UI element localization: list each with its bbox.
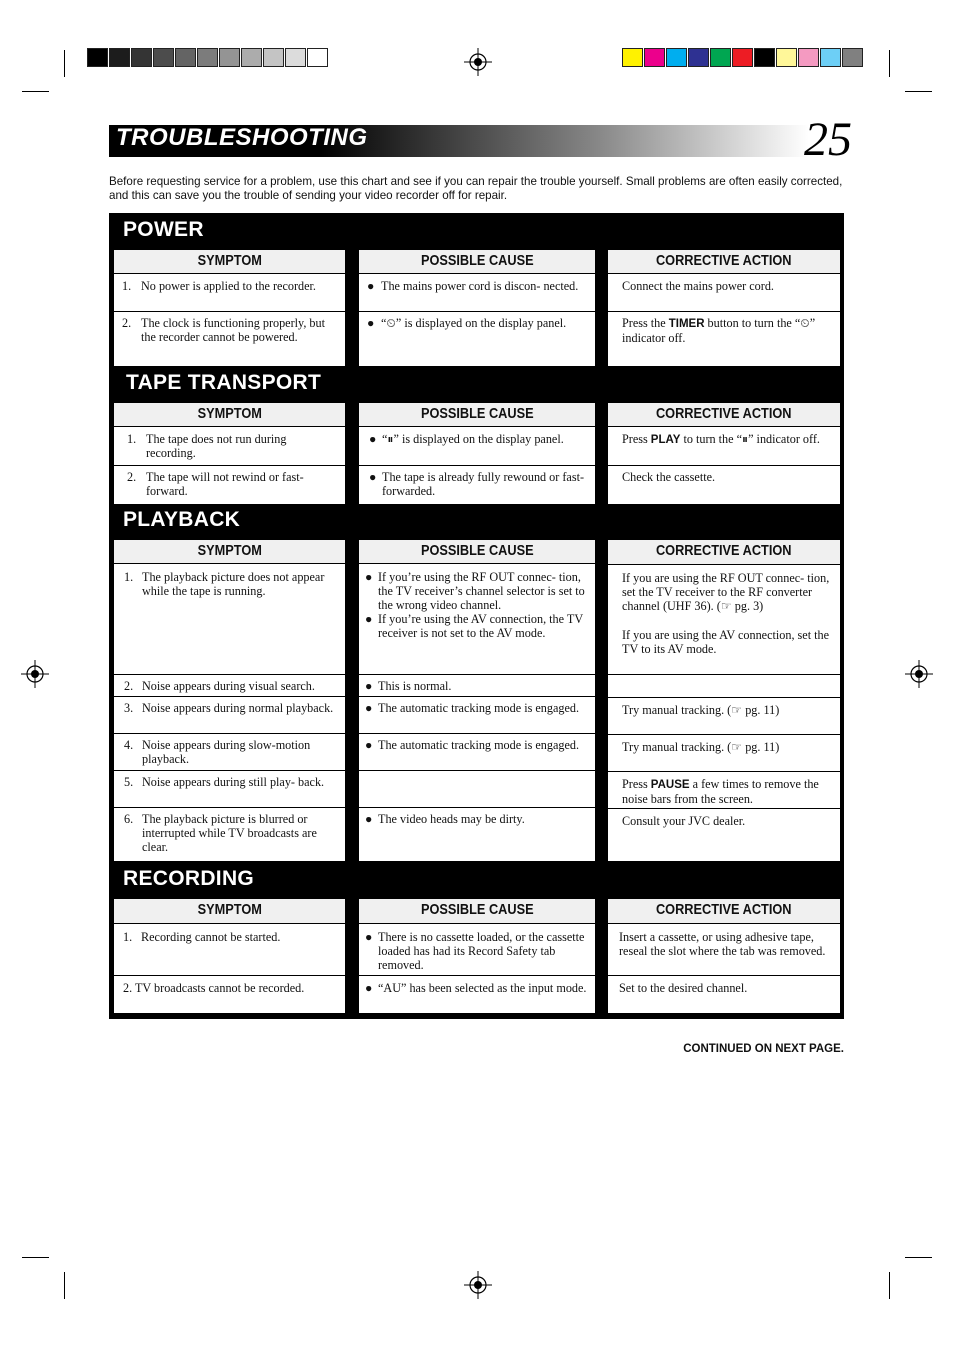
color-swatch [842, 48, 863, 67]
color-swatch [263, 48, 284, 67]
table-row: 2. Noise appears during visual search. [124, 679, 315, 693]
troubleshooting-table [109, 213, 844, 1019]
header-symptom: SYMPTOM [114, 540, 345, 564]
row-divider [359, 465, 595, 466]
color-swatch [153, 48, 174, 67]
row-divider [114, 807, 345, 808]
recording-action-column [608, 899, 840, 1013]
recording-cause-column [359, 899, 595, 1013]
color-swatch [241, 48, 262, 67]
color-swatch [175, 48, 196, 67]
grayscale-swatch-bar [87, 48, 329, 68]
section-title-power: POWER [123, 218, 204, 241]
page-title: TROUBLESHOOTING [116, 124, 368, 151]
table-row: 1. The playback picture does not appear while the tape is running. [124, 570, 325, 598]
table-row: ● The video heads may be dirty. [365, 812, 525, 826]
crop-mark [905, 1257, 932, 1258]
table-row: Press PLAY to turn the “⏸” indicator off. [622, 432, 820, 446]
table-row: 6. The playback picture is blurred or interrupted while TV broadcasts are clear. [124, 812, 317, 854]
header-symptom: SYMPTOM [114, 403, 345, 427]
table-row: ● The mains power cord is discon- nected. [367, 279, 579, 293]
table-row: Connect the mains power cord. [622, 279, 774, 293]
table-row: Check the cassette. [622, 470, 716, 484]
playback-action-column [608, 540, 840, 861]
table-row: 1. The tape does not run during recording. [127, 432, 287, 460]
color-swatch [798, 48, 819, 67]
table-row: Consult your JVC dealer. [622, 814, 746, 828]
section-title-tape-transport: TAPE TRANSPORT [126, 371, 322, 394]
section-title-recording: RECORDING [123, 867, 255, 890]
tape-cause-column [359, 403, 595, 504]
table-row: ● “⏲” is displayed on the display panel. [367, 316, 567, 330]
row-divider [359, 807, 595, 808]
color-swatch [732, 48, 753, 67]
color-swatch-bar [622, 48, 864, 68]
crop-mark [889, 50, 890, 77]
table-row: Press the TIMER button to turn the “⏲” indicator off. [622, 316, 816, 345]
color-swatch [87, 48, 108, 67]
row-divider [608, 311, 840, 312]
crop-mark [22, 91, 49, 92]
row-divider [608, 697, 840, 698]
registration-mark-icon [464, 1271, 492, 1299]
header-corrective-action: CORRECTIVE ACTION [608, 403, 840, 427]
color-swatch [820, 48, 841, 67]
row-divider [608, 808, 840, 809]
row-divider [359, 311, 595, 312]
table-row: ● This is normal. [365, 679, 452, 693]
table-row: ● The automatic tracking mode is engaged. [365, 738, 580, 752]
color-swatch [776, 48, 797, 67]
power-symptom-column [114, 250, 345, 366]
table-row: 3. Noise appears during normal playback. [124, 701, 334, 715]
table-row: ● There is no cassette loaded, or the cassette loaded has had its Record Safety tab removed. [365, 930, 585, 972]
section-title-playback: PLAYBACK [123, 508, 241, 531]
header-possible-cause: POSSIBLE CAUSE [359, 540, 595, 564]
table-row: ● “AU” has been selected as the input mode. [365, 981, 587, 995]
crop-mark [889, 1272, 890, 1299]
table-row: 1. Recording cannot be started. [123, 930, 281, 944]
registration-mark-icon [905, 660, 933, 688]
row-divider [359, 770, 595, 771]
table-row: Set to the desired channel. [619, 981, 748, 995]
color-swatch [710, 48, 731, 67]
table-row: ● The tape is already fully rewound or fast-forwarded. [369, 470, 585, 498]
row-divider [114, 696, 345, 697]
recording-symptom-column [114, 899, 345, 1013]
table-row: ● The automatic tracking mode is engaged. [365, 701, 580, 715]
row-divider [608, 734, 840, 735]
color-swatch [131, 48, 152, 67]
color-swatch [307, 48, 328, 67]
color-swatch [666, 48, 687, 67]
table-row: 5. Noise appears during still play- back. [124, 775, 325, 789]
table-row: Try manual tracking. (☞ pg. 11) [622, 703, 780, 717]
color-swatch [754, 48, 775, 67]
table-row: 4. Noise appears during slow-motion playback. [124, 738, 311, 766]
row-divider [114, 733, 345, 734]
playback-symptom-column [114, 540, 345, 861]
table-row: ● If you’re using the RF OUT connec- tion, the TV receiver’s channel selector is set to the wrong video channel. ● If you’re using the AV connection, the TV receiver is not set to the AV mode. [365, 570, 585, 640]
row-divider [114, 465, 345, 466]
header-corrective-action: CORRECTIVE ACTION [608, 250, 840, 274]
header-corrective-action: CORRECTIVE ACTION [608, 899, 840, 924]
header-corrective-action: CORRECTIVE ACTION [608, 540, 840, 565]
registration-mark-icon [464, 48, 492, 76]
header-possible-cause: POSSIBLE CAUSE [359, 899, 595, 924]
row-divider [114, 311, 345, 312]
power-action-column [608, 250, 840, 366]
color-swatch [285, 48, 306, 67]
color-swatch [109, 48, 130, 67]
row-divider [608, 771, 840, 772]
tape-symptom-column [114, 403, 345, 504]
table-row: 2. The clock is functioning properly, but the recorder cannot be powered. [122, 316, 326, 344]
table-row: Try manual tracking. (☞ pg. 11) [622, 740, 780, 754]
color-swatch [644, 48, 665, 67]
table-row: Press PAUSE a few times to remove the noise bars from the screen. [622, 777, 819, 806]
tape-action-column [608, 403, 840, 504]
crop-mark [22, 1257, 49, 1258]
row-divider [359, 975, 595, 976]
page-number: 25 [804, 113, 852, 166]
header-possible-cause: POSSIBLE CAUSE [359, 250, 595, 274]
playback-cause-column [359, 540, 595, 861]
table-row: 1. No power is applied to the recorder. [122, 279, 316, 293]
registration-mark-icon [21, 660, 49, 688]
table-row: If you are using the RF OUT connec- tion, set the TV receiver to the RF converter channel (UHF 36). (☞ pg. 3) If you are using the AV connection, set the TV to its AV mode. [622, 571, 830, 656]
row-divider [114, 674, 345, 675]
color-swatch [197, 48, 218, 67]
row-divider [359, 733, 595, 734]
row-divider [359, 674, 595, 675]
row-divider [359, 696, 595, 697]
table-row: 2. TV broadcasts cannot be recorded. [123, 981, 305, 995]
color-swatch [219, 48, 240, 67]
crop-mark [905, 91, 932, 92]
row-divider [608, 674, 840, 675]
row-divider [608, 465, 840, 466]
color-swatch [622, 48, 643, 67]
row-divider [114, 975, 345, 976]
header-symptom: SYMPTOM [114, 250, 345, 274]
table-row: 2. The tape will not rewind or fast- forward. [127, 470, 304, 498]
color-swatch [688, 48, 709, 67]
row-divider [114, 770, 345, 771]
crop-mark [64, 1272, 65, 1299]
power-cause-column [359, 250, 595, 366]
intro-paragraph: Before requesting service for a problem, use this chart and see if you can repair the trouble yourself. Small problems are often easily corrected, and this can save you the trouble of sending your video recorder off for repair. [109, 175, 843, 202]
table-row: ● “⏸” is displayed on the display panel. [369, 432, 564, 446]
header-possible-cause: POSSIBLE CAUSE [359, 403, 595, 427]
header-symptom: SYMPTOM [114, 899, 345, 924]
row-divider [608, 975, 840, 976]
crop-mark [64, 50, 65, 77]
continued-note: CONTINUED ON NEXT PAGE. [683, 1043, 844, 1055]
table-row: Insert a cassette, or using adhesive tape, reseal the slot where the tab was removed. [619, 930, 826, 958]
